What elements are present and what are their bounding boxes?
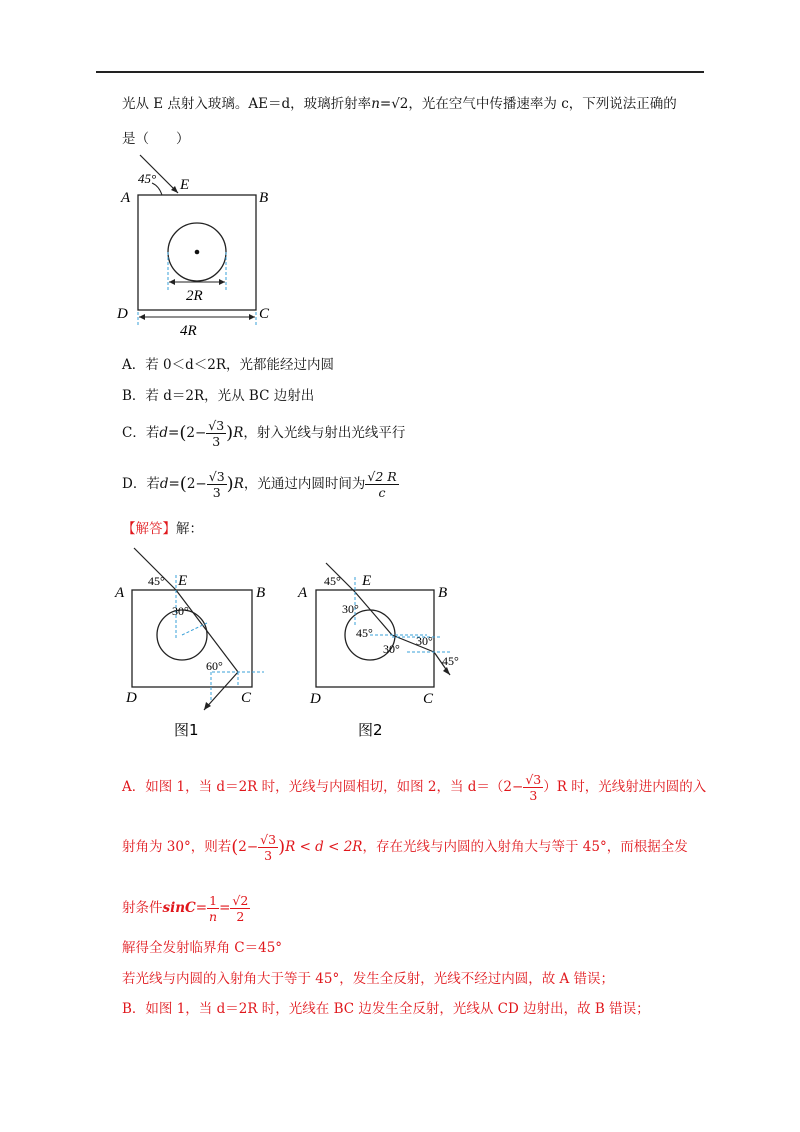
svg-text:45°: 45° (442, 654, 459, 668)
svg-text:4R: 4R (180, 323, 197, 339)
svg-text:E: E (180, 177, 190, 193)
option-b: B．若 d＝2R，光从 BC 边射出 (122, 388, 315, 404)
svg-text:E: E (362, 573, 372, 589)
option-a: A．若 0＜d＜2R，光都能经过内圆 (122, 357, 335, 373)
svg-text:45°: 45° (138, 171, 157, 186)
svg-text:B: B (259, 190, 269, 206)
solution-line-5: 若光线与内圆的入射角大于等于 45°，发生全反射，光线不经过内圆，故 A 错误； (122, 971, 615, 987)
svg-text:图2: 图2 (358, 721, 383, 739)
svg-text:30°: 30° (383, 642, 400, 656)
main-diagram (112, 150, 282, 340)
svg-text:D: D (117, 306, 128, 322)
question-line-1: 光从 E 点射入玻璃。AE＝d，玻璃折射率n=√2，光在空气中传播速率为 c，下列说法正确的 (122, 96, 677, 112)
svg-text:30°: 30° (416, 634, 433, 648)
solution-line-4: 解得全发射临界角 C＝45° (122, 940, 283, 956)
svg-text:45°: 45° (356, 626, 373, 640)
option-c: C．若d=(2− $\frac{√3}{3}$ )R，射入光线与射出光线平行 (122, 418, 406, 449)
svg-text:B: B (438, 585, 448, 601)
svg-text:A: A (298, 585, 308, 601)
svg-text:45°: 45° (324, 574, 341, 588)
svg-text:30°: 30° (342, 602, 359, 616)
svg-text:2R: 2R (186, 288, 203, 304)
solution-line-1: A．如图 1，当 d＝2R 时，光线与内圆相切，如图 2，当 d＝（2− $\frac{√3}{3}$ ）R 时，光线射进内圆的入 (122, 772, 707, 803)
figure-1-diagram (112, 545, 282, 745)
svg-text:B: B (256, 585, 266, 601)
svg-text:30°: 30° (172, 604, 189, 618)
svg-text:A: A (115, 585, 125, 601)
svg-text:D: D (126, 690, 137, 706)
option-d: D．若d=(2− $\frac{√3}{3}$ )R，光通过内圆时间为 $\frac{√2 R}{c}$ (122, 469, 397, 500)
svg-text:45°: 45° (148, 574, 165, 588)
solution-line-3: 射条件sinC= $\frac{1}{n}$ = $\frac{√2}{2}$ (122, 893, 249, 924)
header-rule (96, 71, 704, 73)
svg-text:C: C (423, 691, 434, 707)
figure-2-diagram (292, 555, 472, 745)
svg-text:A: A (121, 190, 131, 206)
svg-text:C: C (241, 690, 252, 706)
circle-center (195, 250, 200, 255)
svg-text:60°: 60° (206, 659, 223, 673)
svg-text:图1: 图1 (174, 721, 199, 739)
svg-text:E: E (178, 573, 188, 589)
svg-text:C: C (259, 306, 270, 322)
answer-header: 【解答】解： (122, 521, 203, 537)
question-line-2: 是（ ） (122, 131, 190, 147)
svg-text:D: D (310, 691, 321, 707)
solution-line-6: B．如图 1，当 d＝2R 时，光线在 BC 边发生全反射，光线从 CD 边射出，故 B 错误； (122, 1001, 650, 1017)
solution-line-2: 射角为 30°，则若(2− $\frac{√3}{3}$ )R < d < 2R，存在光线与内圆的入射角大与等于 45°，而根据全发 (122, 832, 688, 863)
